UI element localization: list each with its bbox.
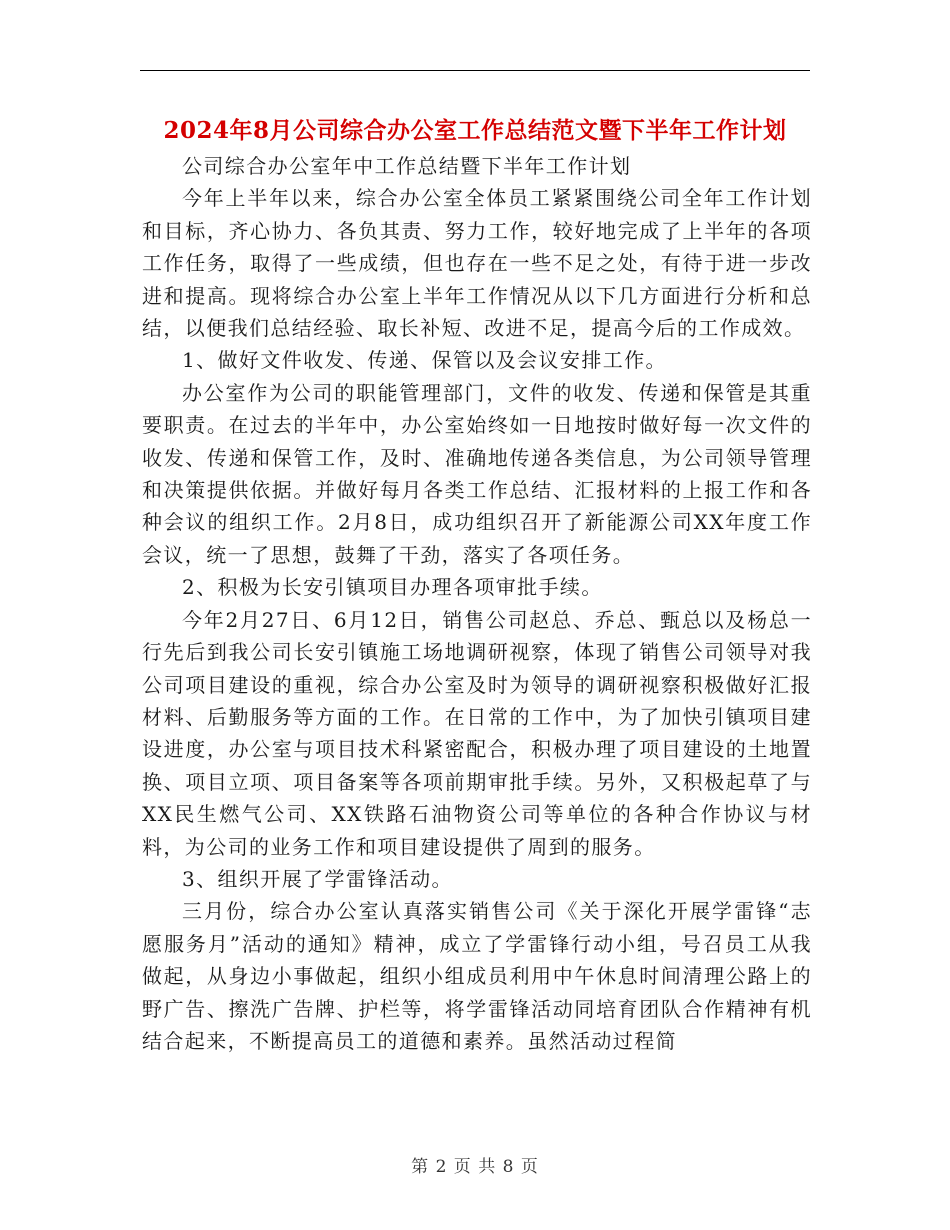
document-body [142, 150, 812, 1057]
header-rule [140, 70, 810, 71]
paragraph-subtitle: 公司综合办公室年中工作总结暨下半年工作计划 [182, 154, 632, 178]
paragraph-intro: 今年上半年以来，综合办公室全体员工紧紧围绕公司全年工作计划和目标，齐心协力、各负其责、努力工作，较好地完成了上半年的各项工作任务，取得了一些成绩，但也存在一些不足之处，有待于进一步改进和提高。现将综合办公室上半年工作情况从以下几方面进行分析和总结，以便我们总结经验、取长补短、改进不足，提高今后的工作成效。 [142, 186, 812, 341]
page-footer: 第 2 页 共 8 页 [411, 1157, 539, 1177]
section-heading-1: 1、做好文件收发、传递、保管以及会议安排工作。 [182, 348, 667, 373]
paragraph-section-2: 今年2月27日、6月12日，销售公司赵总、乔总、甄总以及杨总一行先后到我公司长安引镇施工场地调研视察，体现了销售公司领导对我公司项目建设的重视，综合办公室及时为领导的调研视察积极做好汇报材料、后勤服务等方面的工作。在日常的工作中，为了加快引镇项目建设进度，办公室与项目技术科紧密配合，积极办理了项目建设的土地置换、项目立项、项目备案等各项前期审批手续。另外，又积极起草了与XX民生燃气公司、XX铁路石油物资公司等单位的各种合作协议与材料，为公司的业务工作和项目建设提供了周到的服务。 [142, 607, 812, 859]
section-heading-2: 2、积极为长安引镇项目办理各项审批手续。 [182, 575, 603, 600]
section-heading-3: 3、组织开展了学雷锋活动。 [182, 866, 453, 891]
paragraph-section-1: 办公室作为公司的职能管理部门，文件的收发、传递和保管是其重要职责。在过去的半年中，办公室始终如一日地按时做好每一次文件的收发、传递和保管工作，及时、准确地传递各类信息，为公司领导管理和决策提供依据。并做好每月各类工作总结、汇报材料的上报工作和各种会议的组织工作。2月8日，成功组织召开了新能源公司XX年度工作会议，统一了思想，鼓舞了干劲，落实了各项任务。 [142, 380, 812, 567]
document-title: 2024年8月公司综合办公室工作总结范文暨下半年工作计划 [163, 117, 787, 144]
paragraph-section-3: 三月份，综合办公室认真落实销售公司《关于深化开展学雷锋“志愿服务月”活动的通知》精神，成立了学雷锋行动小组，号召员工从我做起，从身边小事做起，组织小组成员利用中午休息时间清理公路上的野广告、擦洗广告牌、护栏等，将学雷锋活动同培育团队合作精神有机结合起来，不断提高员工的道德和素养。虽然活动过程简 [142, 899, 812, 1053]
